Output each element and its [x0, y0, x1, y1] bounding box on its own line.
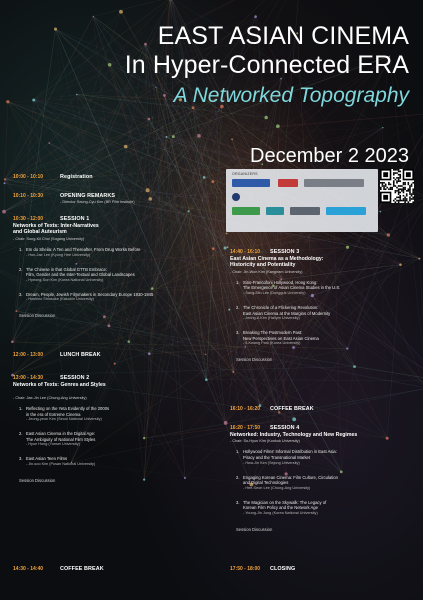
title-line-2: In Hyper-Connected ERA [124, 51, 409, 79]
paper-number: 1. [236, 449, 240, 455]
session-time: 10:10 - 10:30 [13, 193, 44, 199]
paper-number: 3. [236, 499, 240, 505]
paper-title: The Chronicle of a Flickering Revolution: East Asian Cinema at the Margins of Modernity [243, 305, 331, 316]
organizers-label: ORGANIZERS [232, 172, 258, 176]
paper-title: Sino-Francofoni Hollywood, Hong Kong: The Emergence of Asian Cinema Studies in the U.S. [243, 279, 341, 291]
session-time: 16:10 - 16:20 [230, 406, 261, 412]
paper-title: East Asian Cinema in the Digital Age: The Ambiguity of National Film Styles [26, 431, 96, 442]
session-chair: - Chair: Jae-Jin Lee (Chung-Ang University) [13, 396, 87, 400]
paper-author: - Hyeong-Sun Kim (Korea National University) [26, 277, 104, 282]
session-time: 14:40 - 16:10 [230, 249, 261, 255]
session-title: COFFEE BREAK [270, 405, 314, 412]
session-note: - Director Seung-Cyu Kim (BR Film Institute) [60, 200, 135, 204]
session-subtitle: East Asian Cinema as a Methodology: Historicity and Potentiality [230, 256, 324, 269]
session-discussion: Session Discussion [19, 478, 56, 483]
session-title: SESSION 2 [60, 374, 90, 381]
session-title: SESSION 4 [270, 424, 300, 431]
paper-author: - Jeong-yeon Kim (Seoul National University) [26, 417, 102, 422]
session-title: OPENING REMARKS [60, 192, 116, 199]
paper-title: Hollywood Films' Informal Distribution in East Asia: Piracy and the Transnational Market [243, 449, 337, 460]
session-time: 14:30 - 14:40 [13, 566, 44, 572]
session-time: 17:50 - 18:00 [230, 566, 261, 572]
paper-author: - Hwa-Jin Kim (Sejong University) [243, 460, 300, 465]
title-line-1: EAST ASIAN CINEMA [157, 22, 409, 50]
paper-title: The Magician on the Skywalk: The Legacy of Korean Film Policy and the Network Age [243, 499, 327, 511]
paper-number: 2. [19, 266, 23, 272]
session-chair: - Chair: Jin-Won Kim (Kangnam University) [230, 269, 303, 274]
paper-title: East Asian Teen Films [26, 456, 68, 462]
session-time: 10:30 - 12:00 [13, 216, 44, 222]
paper-number: 3. [236, 330, 240, 336]
paper-number: 2. [236, 305, 240, 310]
session-title: SESSION 3 [270, 248, 300, 255]
paper-author: - Hun-Jae Lee (Kyung Hee University) [26, 252, 91, 257]
paper-author: - Jin-soo Kim (Pusan National University) [26, 462, 96, 466]
paper-author: - Hoshino Shinsuke (Kakuhin University) [26, 297, 94, 302]
paper-number: 2. [236, 474, 240, 480]
paper-title: Dream, People, Jewish Filmmakers in Secondary Europe 1930-1945 [26, 291, 154, 297]
paper-author: - Sang-Min Lee (Dongguk University) [243, 291, 306, 295]
paper-number: 1. [19, 247, 23, 252]
paper-author: - Hee-Seon Lee (Chung-Ang University) [243, 485, 311, 490]
paper-number: 1. [19, 406, 23, 411]
paper-author: - Young-Jin Jung (Korea National University) [243, 511, 318, 515]
session-chair: - Chair: Sung-Kil Choi (Sogang University) [13, 237, 85, 241]
paper-number: 3. [19, 291, 23, 297]
paper-title: Em do Sheila: A Ten and Thereafter, From Drug Works Before [26, 247, 141, 252]
title-subtitle: A Networked Topography [173, 84, 409, 107]
paper-title: The Chinese in that Global GTTB Embrace: Film, Gender and the Inter-Textual and Global Landscapes [26, 266, 135, 278]
session-time: 12:00 - 13:00 [13, 352, 44, 358]
session-time: 13:00 - 14:30 [13, 375, 44, 381]
session-discussion: Session Discussion [19, 313, 56, 319]
paper-title: Breaking The Postmodern Past: New Perspectives on East Asian Cinema [243, 330, 319, 341]
session-title: COFFEE BREAK [60, 565, 104, 572]
paper-title: Engaging Korean Cinema: Film Culture, Circulation and Digital Technologies [243, 474, 338, 486]
session-subtitle: Networks of Texts: Genres and Styles [13, 382, 106, 388]
paper-author: - Hyun Hong (Yonsei University) [26, 442, 80, 447]
session-subtitle: Networked: Industry, Technology and New Regimes [230, 432, 358, 438]
paper-author: - Il-Kwang Park (Korea University) [243, 341, 301, 346]
session-title: SESSION 1 [60, 215, 90, 222]
paper-number: 3. [19, 456, 23, 462]
session-title: CLOSING [270, 565, 296, 572]
event-date: December 2 2023 [250, 145, 409, 167]
session-title: Registration [60, 173, 93, 180]
paper-number: 1. [236, 279, 240, 285]
session-time: 16:20 - 17:50 [230, 425, 261, 431]
paper-title: Reflecting on the Yeta Evidently of the 2000s in the era of Extreme Cinema [26, 406, 110, 417]
paper-number: 2. [19, 431, 23, 437]
session-chair: - Chair: So-Hyun Kim (Konkuk University) [230, 439, 300, 444]
session-discussion: Session Discussion [236, 527, 273, 532]
paper-author: - Jeong-A Kim (Hallym University) [243, 316, 300, 321]
session-title: LUNCH BREAK [60, 351, 101, 358]
session-subtitle: Networks of Texts: Inter-Narratives and Global Auteurism [13, 223, 99, 236]
session-discussion: Session Discussion [236, 357, 273, 363]
session-time: 10:00 - 10:10 [13, 174, 44, 180]
